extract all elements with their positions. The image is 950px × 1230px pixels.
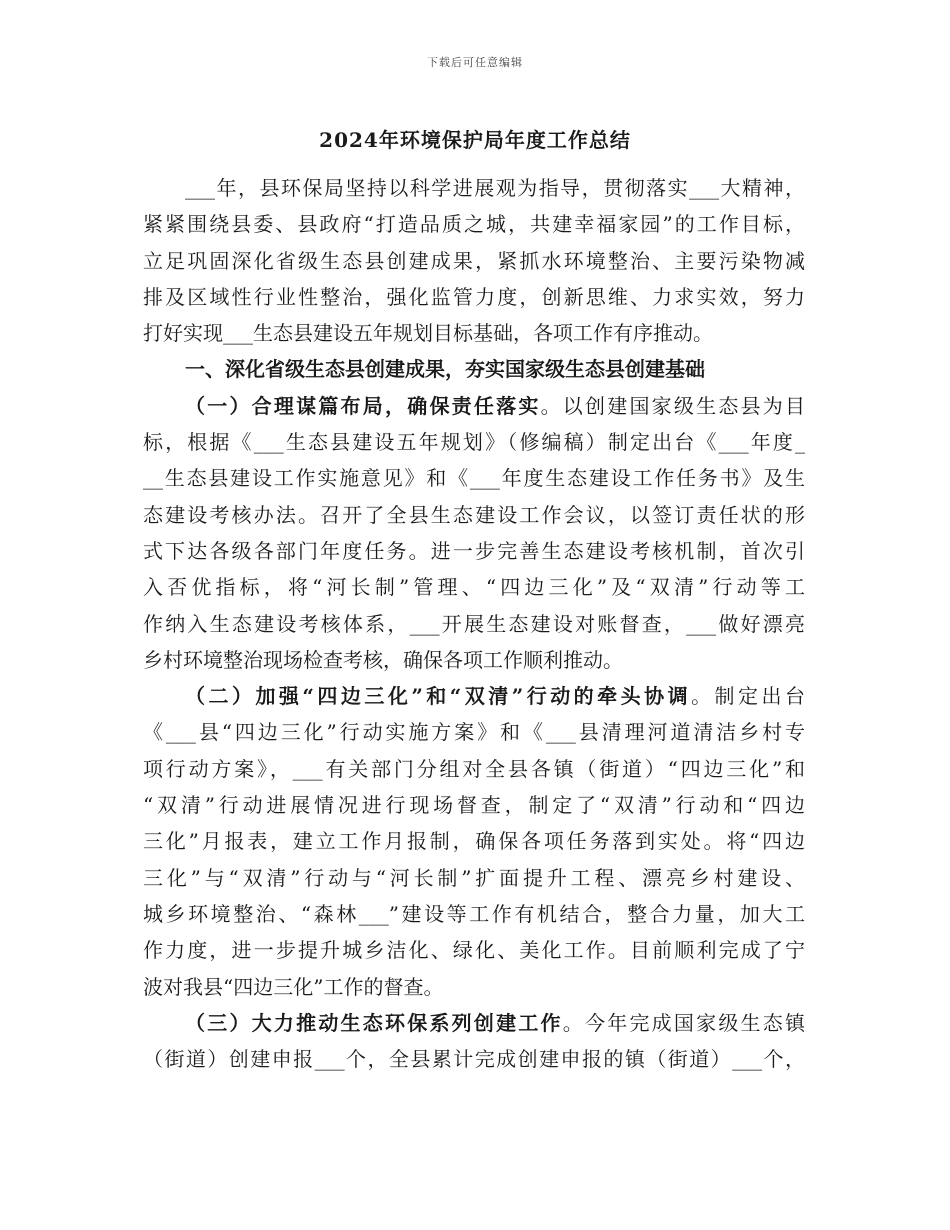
intro-line: 排及区域性行业性整治，强化监管力度，创新思维、力求实效，努力 [143,284,805,309]
para1-line: 态建设考核办法。召开了全县生态建设工作会议，以签订责任状的形 [143,502,805,527]
para1-line: 乡村环境整治现场检查考核，确保各项工作顺利推动。 [143,647,623,672]
para2-line: 城乡环境整治、“森林___”建设等工作有机结合，整合力量，加大工 [143,901,805,926]
para2-first-rest: 。制定出台 [691,684,805,709]
intro-line: 打好实现___生态县建设五年规划目标基础，各项工作有序推动。 [143,321,713,346]
para1-lead: （一）合理谋篇布局，确保责任落实 [185,393,541,418]
para1-line: 标，根据《___生态县建设五年规划》（修编稿）制定出台《___年度_ [143,430,805,455]
document-title: 2024年环境保护局年度工作总结 [319,128,631,152]
para2-lead: （二）加强“四边三化”和“双清”行动的牵头协调 [185,684,692,709]
para2-line: 三化”与“双清”行动与“河长制”扩面提升工程、漂亮乡村建设、 [143,865,805,890]
para1-first-rest: 。以创建国家级生态县为目 [540,393,805,418]
para1-line: 作纳入生态建设考核体系，___开展生态建设对账督查，___做好漂亮 [143,611,805,636]
para2-first-line [143,678,805,714]
header-note: 下载后可任意编辑 [427,56,523,69]
para3-lead: （三）大力推动生态环保系列创建工作 [185,1010,563,1035]
para2-line: “双清”行动进展情况进行现场督查，制定了“双清”行动和“四边 [143,793,805,818]
para2-line: 《___县“四边三化”行动实施方案》和《___县清理河道清洁乡村专 [143,720,805,745]
para1-line: 式下达各级各部门年度任务。进一步完善生态建设考核机制，首次引 [143,538,805,563]
para3-first-line [143,1005,805,1041]
para3-line: （街道）创建申报___个，全县累计完成创建申报的镇（街道）___个， [143,1047,805,1072]
para1-line: 入否优指标，将“河长制”管理、“四边三化”及“双清”行动等工 [143,575,805,600]
section-heading: 一、深化省级生态县创建成果，夯实国家级生态县创建基础 [185,357,705,382]
para2-line: 作力度，进一步提升城乡洁化、绿化、美化工作。目前顺利完成了宁 [143,938,805,963]
para2-line: 波对我县“四边三化”工作的督查。 [143,974,444,999]
intro-line: 立足巩固深化省级生态县创建成果，紧抓水环境整治、主要污染物减 [143,248,805,273]
para1-line: __生态县建设工作实施意见》和《___年度生态建设工作任务书》及生 [143,466,805,491]
para2-line: 项行动方案》，___有关部门分组对全县各镇（街道）“四边三化”和 [143,756,805,781]
document-body [143,170,805,1077]
para2-line: 三化”月报表，建立工作月报制，确保各项任务落到实处。将“四边 [143,829,805,854]
intro-line: ___年，县环保局坚持以科学进展观为指导，贯彻落实___大精神， [185,176,805,200]
para3-first-rest: 。今年完成国家级生态镇 [562,1010,805,1035]
para1-first-line [143,388,805,424]
intro-line: 紧紧围绕县委、县政府“打造品质之城，共建幸福家园”的工作目标， [143,212,805,237]
